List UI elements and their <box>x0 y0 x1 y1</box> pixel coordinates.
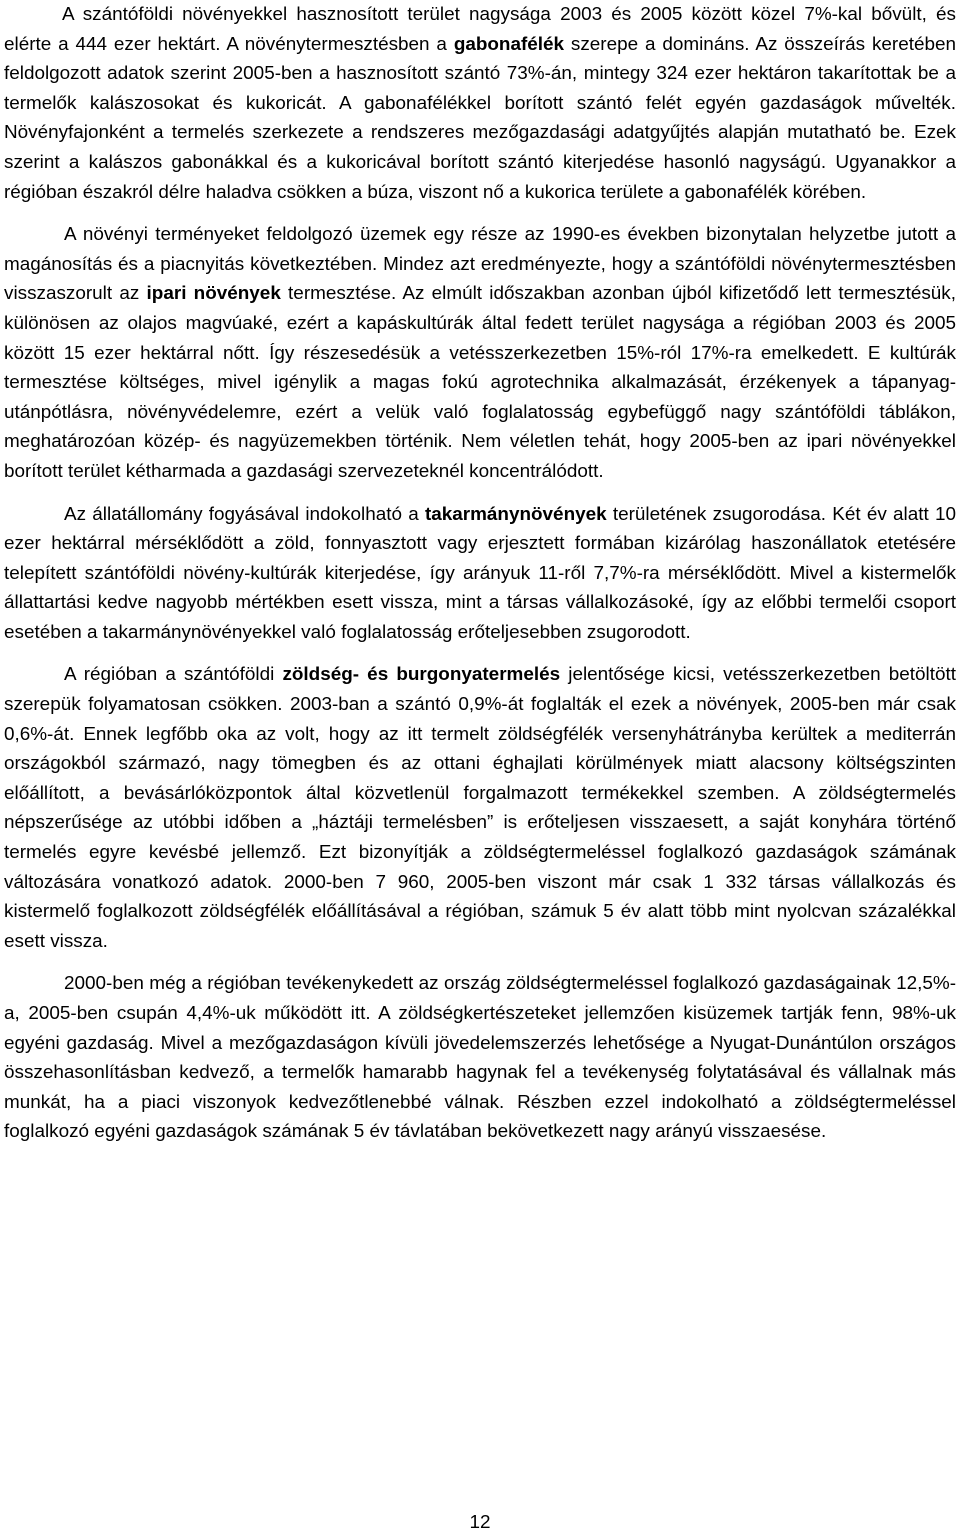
text-segment: termesztése. Az elmúlt időszakban azonban újból kifizetődő lett termesztésük, különösen az olajos magvúaké, ezért a kapáskultúrák által fedett terület nagysága a régióban 2003 és 2005 között 15 ezer hektárral nőtt. Így részesedésük a vetésszerkezetben 15%-ról 17%-ra emelkedett. E kultúrák termesztése költséges, mivel igénylik a magas fokú agrotechnika alkalmazását, érzékenyek a tápanyag-utánpótlásra, növényvédelemre, ezért a velük való foglalatosság egybefüggő nagy szántóföldi táblákon, meghatározóan közép- és nagyüzemekben történik. Nem véletlen tehát, hogy 2005-ben az ipari növényekkel borított terület kétharmada a gazdasági szervezeteknél koncentrálódott. <box>4 283 956 482</box>
paragraph-industrial-crops <box>4 220 956 486</box>
text-segment: Az állatállomány fogyásával indokolható a <box>64 503 425 525</box>
text-segment: A növényi terményeket feldolgozó üzemek egy része az 1990-es években bizonytalan helyzetbe jutott a magánosítás és a piacnyitás következtében. Mindez azt eredményezte, hogy a szántóföldi növénytermesztésben visszaszorult az <box>4 224 956 305</box>
text-segment: 2000-ben még a régióban tevékenykedett az ország zöldségtermeléssel foglalkozó gazdaságainak 12,5%-a, 2005-ben csupán 4,4%-uk működött itt. A zöldségkertészeteket jellemzően kisüzemek tartják fenn, 98%-uk egyéni gazdaság. Mivel a mezőgazdaságon kívüli jövedelemszerzés lehetősége a Nyugat-Dunántúlon országos összehasonlításban kedvező, a termelők hamarabb hagynak fel a tevékenység folytatásával és vállalnak más munkát, ha a piaci viszonyok kedvezőtlenebbé válnak. Részben ezzel indokolható a zöldségtermeléssel foglalkozó egyéni gazdaságok számának 5 év távlatában bekövetkezett nagy arányú visszaesése. <box>4 973 956 1143</box>
page-number: 12 <box>469 1512 491 1533</box>
text-segment: szerepe a domináns. Az összeírás keretében feldolgozott adatok szerint 2005-ben a hasznosított szántó 73%-án, mintegy 324 ezer hektáron takarítottak be a termelők kalászosokat és kukoricát. A gabonafélékkel borított szántó felét egyén gazdaságok művelték. Növényfajonként a termelés szerkezete a rendszeres mezőgazdasági adatgyűjtés alapján mutatható be. Ezek szerint a kalászos gabonákkal és a kukoricával borított szántó kiterjedése hasonló nagyságú. Ugyanakkor a régióban északról délre haladva csökken a búza, viszont nő a kukorica területe a gabonafélék körében. <box>4 33 956 203</box>
text-segment: jelentősége kicsi, vetésszerkezetben betöltött szerepük folyamatosan csökken. 2003-ban a szántó 0,9%-át foglalták el ezek a növények, 2005-ben már csak 0,6%-át. Ennek legfőbb oka az volt, hogy az itt termelt zöldségfélék versenyhátrányba kerültek a mediterrán országokból származó, nagy tömegben és az ottani éghajlati körülmények miatt alacsony költségszinten előállított, a bevásárlóközpontok által közvetlenül forgalmazott termékekkel szemben. A zöldségtermelés népszerűsége az utóbbi időben a „háztáji termelésben” is erőteljesen visszaesett, a saját konyhára történő termelés egyre kevésbé jellemző. Ezt bizonyítják a zöldségtermeléssel foglalkozó gazdaságok számának változására vonatkozó adatok. 2000-ben 7 960, 2005-ben viszont már csak 1 332 társas vállalkozás és kistermelő foglalkozott zöldségfélék előállításával a régióban, számuk 5 év alatt több mint nyolcvan százalékkal esett vissza. <box>4 664 956 952</box>
bold-term-ipari-novenyek: ipari növények <box>146 283 281 305</box>
paragraph-vegetables <box>4 660 956 956</box>
paragraph-cereals <box>4 0 956 207</box>
bold-term-takarmanynovenyek: takarmánynövények <box>424 503 607 525</box>
text-segment: területének zsugorodása. Két év alatt 10 ezer hektárral mérséklődött a zöld, fonnyasztott vagy erjesztett formában kizárólag haszonállatok etetésére telepített szántóföldi növény-kultúrák kiterjedése, így arányuk 11-ről 7,7%-ra mérséklődött. Mivel a kistermelők állattartási kedve nagyobb mértékben esett vissza, mint a társas vállalkozásoké, így az előbbi termelői csoport esetében a takarmánynövényekkel való foglalatosság erőteljesebben zsugorodott. <box>4 503 956 643</box>
bold-term-gabonafelek: gabonafélék <box>453 33 565 55</box>
bold-term-zoldseg-burgonya: zöldség- és burgonyatermelés <box>282 664 561 686</box>
text-segment: A szántóföldi növényekkel hasznosított terület nagysága 2003 és 2005 között közel 7%-kal bővült, és elérte a 444 ezer hektárt. A növénytermesztésben a <box>4 4 956 55</box>
body-text <box>4 0 956 1147</box>
paragraph-vegetable-farms <box>4 969 956 1147</box>
paragraph-fodder-crops <box>4 500 956 648</box>
text-segment: A régióban a szántóföldi <box>64 664 283 686</box>
